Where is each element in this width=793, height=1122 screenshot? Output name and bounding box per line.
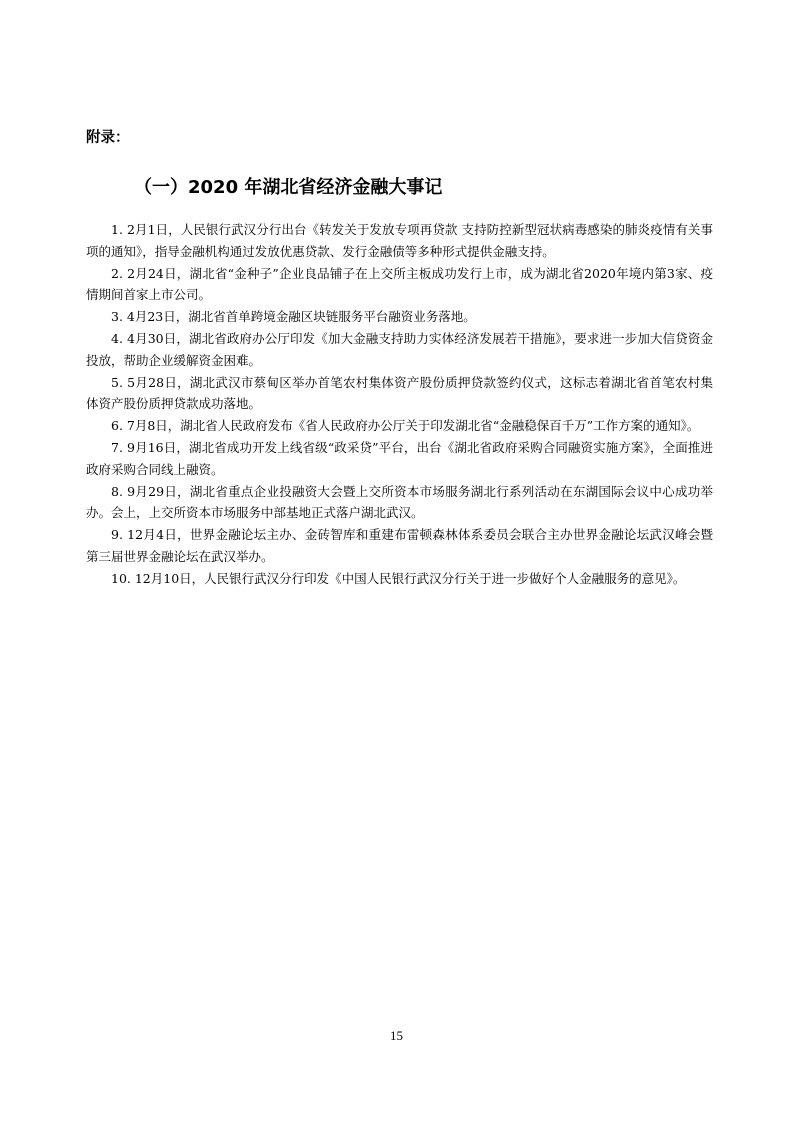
section-title: （一）2020 年湖北省经济金融大事记: [134, 177, 443, 198]
list-item: 6. 7月8日，湖北省人民政府发布《省人民政府办公厅关于印发湖北省“金融稳保百千万”工作方案的通知》。: [111, 418, 700, 434]
list-item: 3. 4月23日，湖北省首单跨境金融区块链服务平台融资业务落地。: [111, 309, 476, 325]
list-item: 8. 9月29日，湖北省重点企业投融资大会暨上交所资本市场服务湖北行系列活动在东湖国际会议中心成功举办。会上，上交所资本市场服务中部基地正式落户湖北武汉。: [86, 483, 713, 521]
list-item: 9. 12月4日，世界金融论坛主办、金砖智库和重建布雷顿森林体系委员会联合主办世界金融论坛武汉峰会暨第三届世界金融论坛在武汉举办。: [86, 527, 713, 564]
list-item: 1. 2月1日，人民银行武汉分行出台《转发关于发放专项再贷款 支持防控新型冠状病毒感染的肺炎疫情有关事项的通知》，指导金融机构通过发放优惠贷款、发行金融债等多种形式提供金融支持。: [86, 222, 713, 259]
list-item: 7. 9月16日，湖北省成功开发上线省级“政采贷”平台，出台《湖北省政府采购合同融资实施方案》，全面推进政府采购合同线上融资。: [86, 439, 713, 477]
page-number: 15: [390, 1028, 403, 1043]
appendix-label: 附录：: [86, 130, 130, 146]
list-item: 2. 2月24日，湖北省“金种子”企业良品铺子在上交所主板成功发行上市，成为湖北省2020年境内第3家、疫情期间首家上市公司。: [86, 265, 713, 303]
list-item: 5. 5月28日，湖北武汉市蔡甸区举办首笔农村集体资产股份质押贷款签约仪式，这标志着湖北省首笔农村集体资产股份质押贷款成功落地。: [86, 374, 713, 412]
event-list: [86, 219, 713, 590]
list-item: 10. 12月10日，人民银行武汉分行印发《中国人民银行武汉分行关于进一步做好个人金融服务的意见》。: [111, 570, 686, 586]
list-item: 4. 4月30日，湖北省政府办公厅印发《加大金融支持助力实体经济发展若干措施》，要求进一步加大信贷资金投放，帮助企业缓解资金困难。: [86, 330, 713, 368]
